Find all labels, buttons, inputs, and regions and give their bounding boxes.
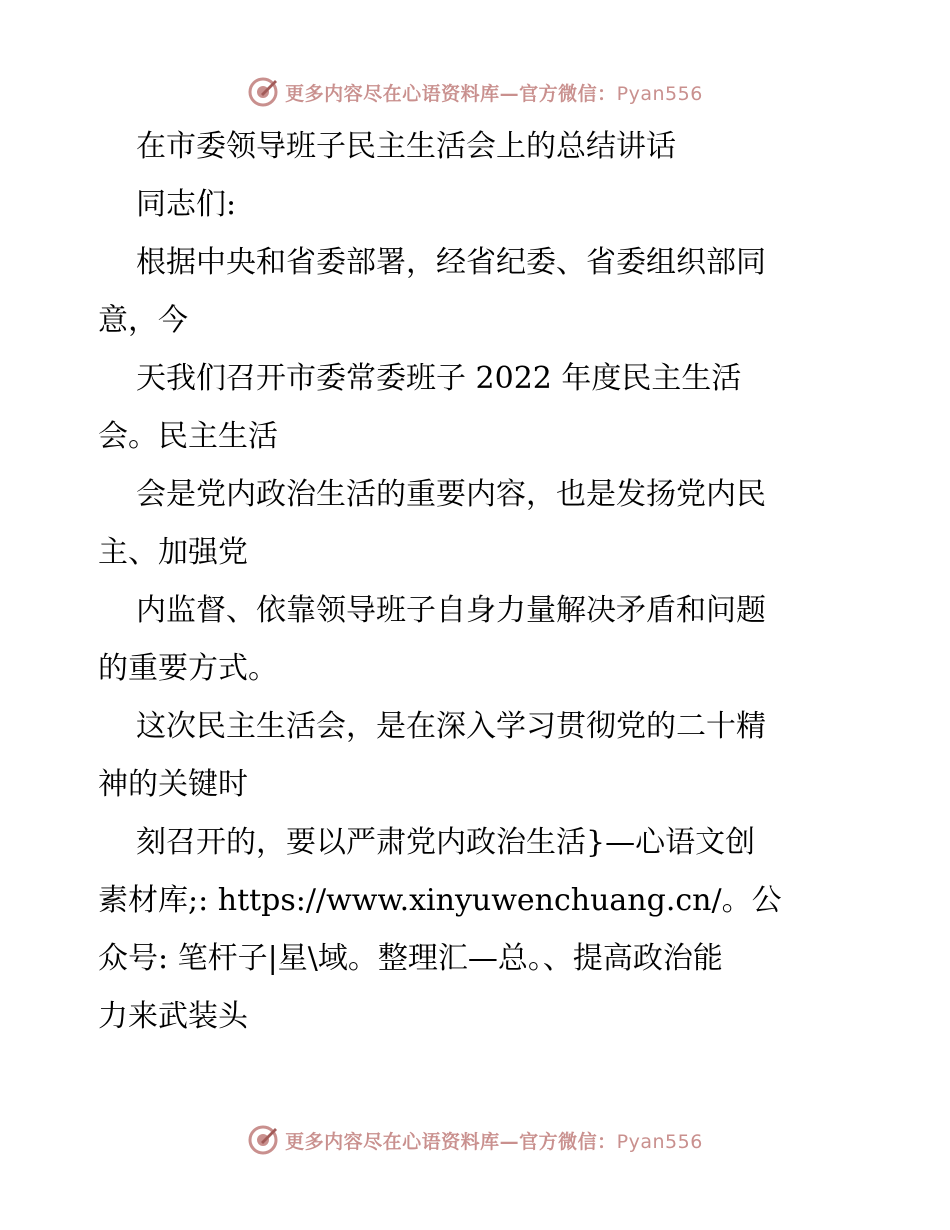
- text-line: 内监督、依靠领导班子自身力量解决矛盾和问题: [136, 593, 766, 628]
- text-line: 会是党内政治生活的重要内容，也是发扬党内民: [136, 477, 766, 512]
- header-watermark-label: 更多内容尽在心语资料库—官方微信：: [285, 82, 617, 105]
- text-line: 的重要方式。: [98, 651, 278, 686]
- text-line: 同志们:: [136, 187, 237, 222]
- footer-wechat-id: Pyan556: [616, 1130, 703, 1153]
- text-line: 素材库;: https://www.xinyuwenchuang.cn/。公: [98, 883, 782, 918]
- text-line: 根据中央和省委部署，经省纪委、省委组织部同: [136, 245, 766, 280]
- text-line: 神的关键时: [98, 767, 248, 802]
- text-line: 意，今: [98, 303, 188, 338]
- text-line: 主、加强党: [98, 535, 248, 570]
- footer-watermark-banner: [0, 1120, 950, 1160]
- text-line: 会。民主生活: [98, 419, 278, 454]
- header-watermark-text: [285, 79, 703, 106]
- pen-logo-icon: [247, 76, 279, 108]
- footer-watermark-label: 更多内容尽在心语资料库—官方微信：: [285, 1130, 617, 1153]
- text-line: 众号: 笔杆子|星\域。整理汇—总。、提高政治能: [98, 941, 723, 976]
- text-line: 这次民主生活会，是在深入学习贯彻党的二十精: [136, 709, 766, 744]
- text-line: 天我们召开市委常委班子 2022 年度民主生活: [136, 361, 742, 396]
- header-watermark-banner: [0, 72, 950, 112]
- footer-watermark-text: [285, 1127, 703, 1154]
- text-line: 刻召开的，要以严肃党内政治生活}—心语文创: [136, 825, 756, 860]
- document-body: [98, 118, 858, 1046]
- header-wechat-id: Pyan556: [616, 82, 703, 105]
- document-title: 在市委领导班子民主生活会上的总结讲话: [136, 129, 676, 164]
- text-line: 力来武装头: [98, 999, 248, 1034]
- pen-logo-icon: [247, 1124, 279, 1156]
